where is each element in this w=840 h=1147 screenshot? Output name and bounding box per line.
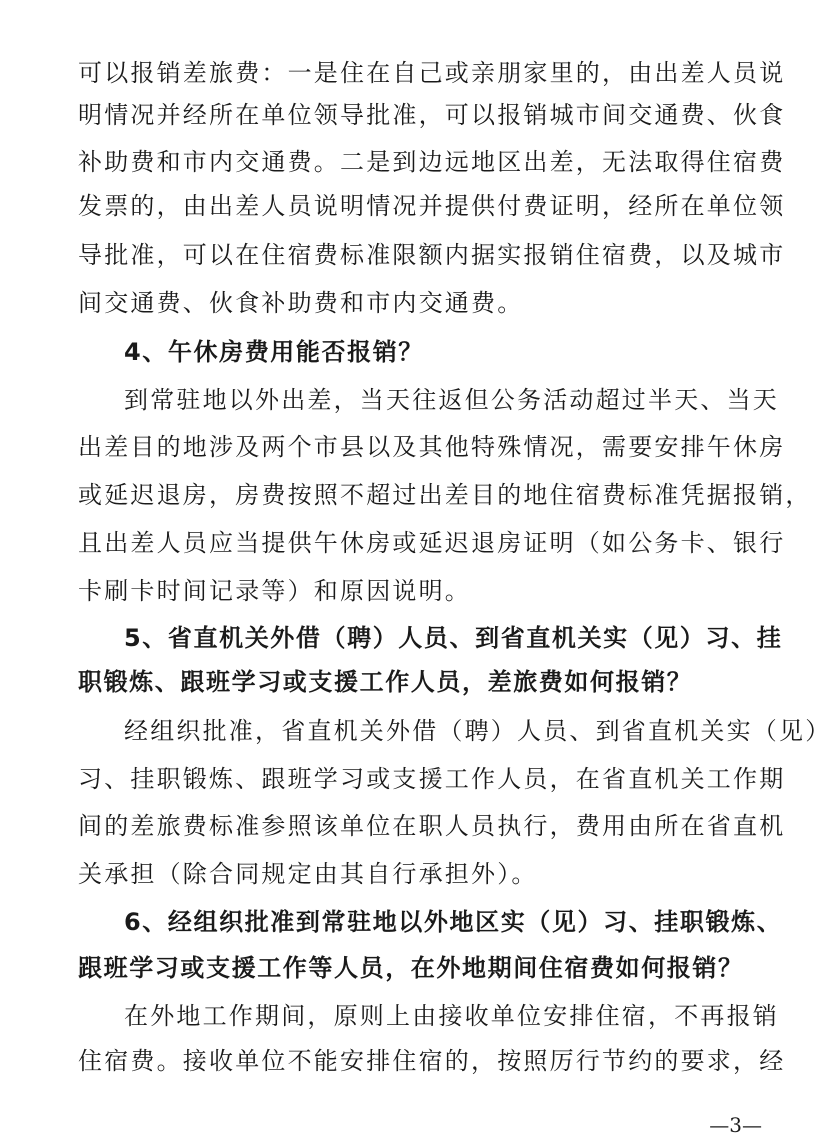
body-line: 或延迟退房，房费按照不超过出差目的地住宿费标准凭据报销， [78, 481, 812, 509]
body-line: 习、挂职锻炼、跟班学习或支援工作人员，在省直机关工作期 [78, 765, 786, 793]
body-line: 经组织批准，省直机关外借（聘）人员、到省直机关实（见） [124, 717, 832, 745]
section-heading-6-cont: 跟班学习或支援工作等人员，在外地期间住宿费如何报销？ [78, 954, 744, 982]
body-line: 间的差旅费标准参照该单位在职人员执行，费用由所在省直机 [78, 812, 786, 840]
body-line: 住宿费。接收单位不能安排住宿的，按照厉行节约的要求，经 [78, 1047, 786, 1075]
section-heading-5: 5、省直机关外借（聘）人员、到省直机关实（见）习、挂 [124, 624, 783, 652]
section-heading-5-cont: 职锻炼、跟班学习或支援工作人员，差旅费如何报销？ [78, 668, 693, 696]
body-line: 发票的，由出差人员说明情况并提供付费证明，经所在单位领 [78, 192, 786, 220]
section-heading-6: 6、经组织批准到常驻地以外地区实（见）习、挂职锻炼、 [124, 908, 783, 936]
body-line: 出差目的地涉及两个市县以及其他特殊情况，需要安排午休房 [78, 433, 786, 461]
body-line: 且出差人员应当提供午休房或延迟退房证明（如公务卡、银行 [78, 529, 786, 557]
body-line: 明情况并经所在单位领导批准，可以报销城市间交通费、伙食 [78, 101, 786, 129]
body-line: 到常驻地以外出差，当天往返但公务活动超过半天、当天 [124, 386, 779, 414]
body-line: 补助费和市内交通费。二是到边远地区出差，无法取得住宿费 [78, 148, 786, 176]
page-number: —3— [709, 1113, 762, 1137]
body-line: 可以报销差旅费：一是住在自己或亲朋家里的，由出差人员说 [78, 59, 786, 87]
body-line: 间交通费、伙食补助费和市内交通费。 [78, 289, 524, 317]
body-line: 在外地工作期间，原则上由接收单位安排住宿，不再报销 [124, 1002, 779, 1030]
body-line: 卡刷卡时间记录等）和原因说明。 [78, 577, 471, 605]
body-line: 导批准，可以在住宿费标准限额内据实报销住宿费，以及城市 [78, 241, 786, 269]
body-line: 关承担（除合同规定由其自行承担外）。 [78, 860, 538, 888]
section-heading-4: 4、午休房费用能否报销？ [124, 338, 424, 366]
